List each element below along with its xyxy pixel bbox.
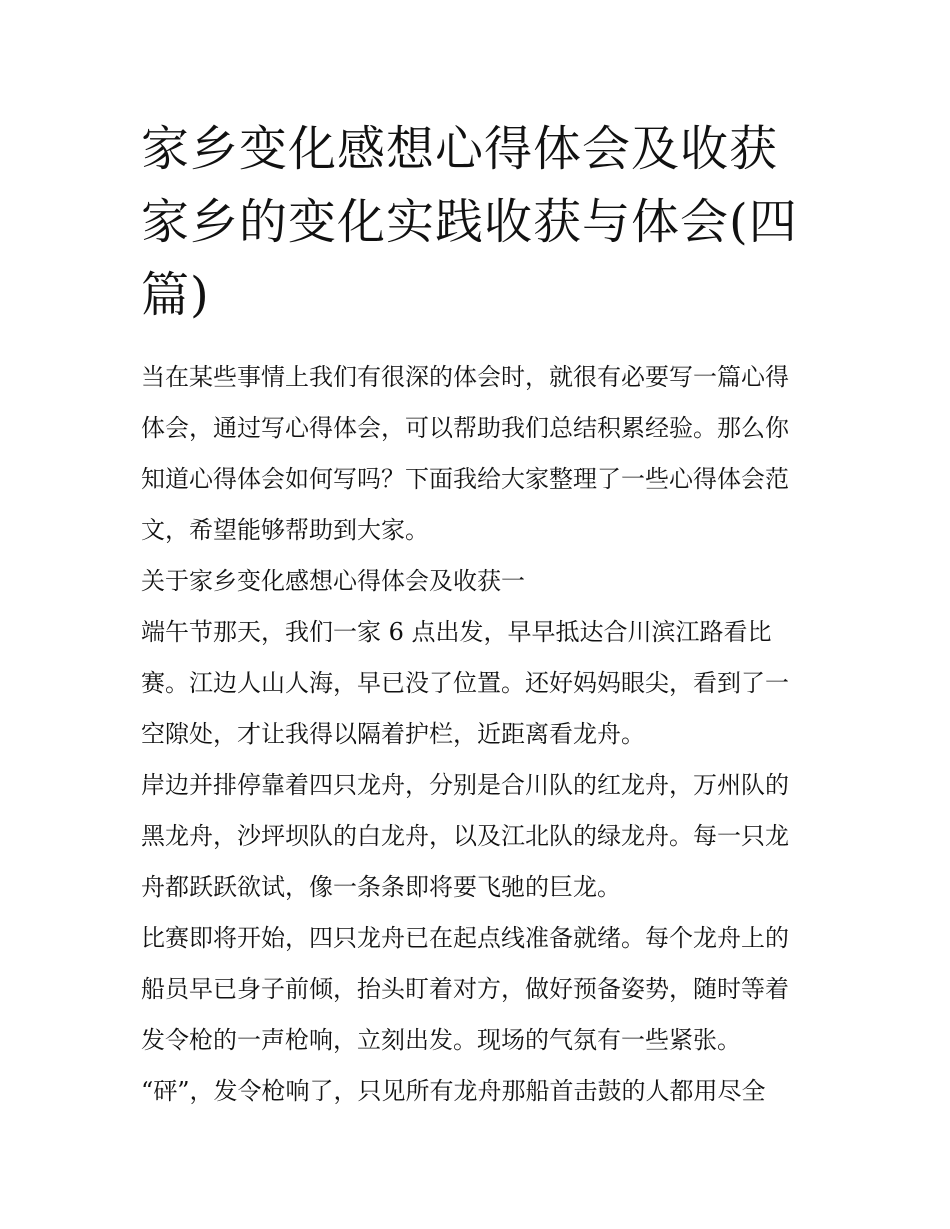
paragraph-race-start — [141, 913, 821, 1066]
text-line: 文，希望能够帮助到大家。 — [141, 516, 429, 544]
title-line: 家乡变化感想心得体会及收获 — [141, 121, 779, 177]
title-line: 家乡的变化实践收获与体会(四 — [141, 194, 798, 250]
document-title — [141, 113, 821, 332]
text-line: 船员早已身子前倾，抬头盯着对方，做好预备姿势，随时等着 — [141, 975, 789, 1003]
text-line: 关于家乡变化感想心得体会及收获一 — [141, 567, 525, 595]
document-body — [141, 352, 821, 1117]
text-line: 发令枪的一声枪响，立刻出发。现场的气氛有一些紧张。 — [141, 1026, 741, 1054]
text-line: 舟都跃跃欲试，像一条条即将要飞驰的巨龙。 — [141, 873, 621, 901]
text-line: 知道心得体会如何写吗？下面我给大家整理了一些心得体会范 — [141, 465, 789, 493]
text-line: 黑龙舟，沙坪坝队的白龙舟，以及江北队的绿龙舟。每一只龙 — [141, 822, 789, 850]
paragraph-intro — [141, 352, 821, 556]
text-line: 赛。江边人山人海，早已没了位置。还好妈妈眼尖，看到了一 — [141, 669, 789, 697]
text-line: 空隙处，才让我得以隔着护栏，近距离看龙舟。 — [141, 720, 645, 748]
text-line: “砰”，发令枪响了，只见所有龙舟那船首击鼓的人都用尽全 — [141, 1077, 766, 1105]
title-line: 篇) — [141, 267, 210, 323]
paragraph-dragon-boat-morning — [141, 607, 821, 760]
text-line: 当在某些事情上我们有很深的体会时，就很有必要写一篇心得 — [141, 363, 789, 391]
paragraph-starting-gun — [141, 1066, 821, 1117]
paragraph-four-boats — [141, 760, 821, 913]
text-line: 端午节那天，我们一家 6 点出发，早早抵达合川滨江路看比 — [141, 618, 772, 646]
text-line: 比赛即将开始，四只龙舟已在起点线准备就绪。每个龙舟上的 — [141, 924, 789, 952]
section-heading — [141, 556, 821, 607]
text-line: 体会，通过写心得体会，可以帮助我们总结积累经验。那么你 — [141, 414, 789, 442]
text-line: 岸边并排停靠着四只龙舟，分别是合川队的红龙舟，万州队的 — [141, 771, 789, 799]
